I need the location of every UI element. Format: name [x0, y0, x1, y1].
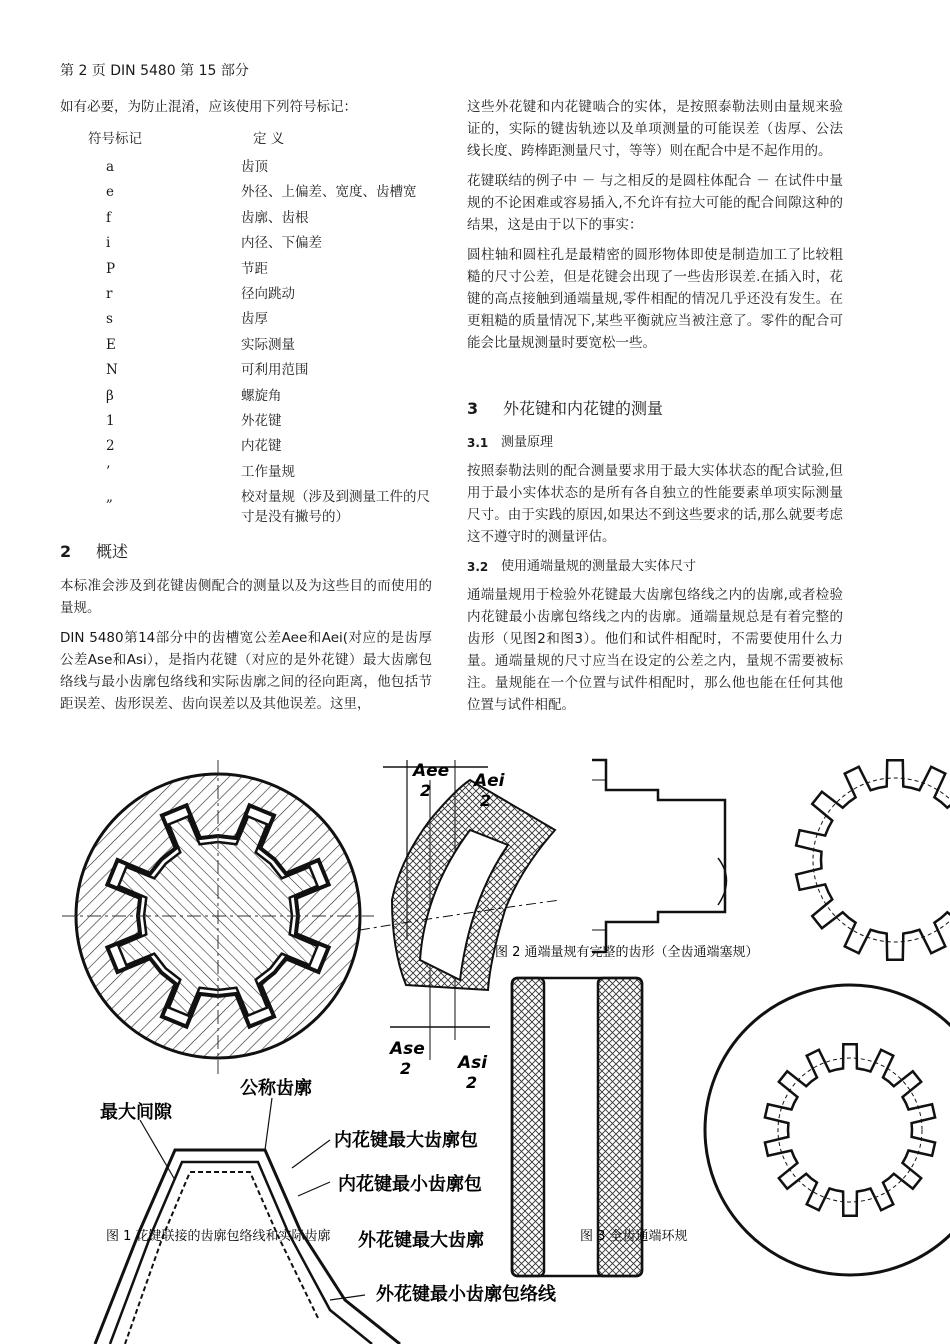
spline-section-drawing — [62, 760, 374, 1074]
symbol-row — [60, 232, 432, 257]
symbol: a — [106, 159, 115, 175]
figure-2-caption: 图 2 通端量规有完整的齿形（全齿通端塞规） — [495, 945, 759, 960]
ase-label: Ase — [390, 1039, 425, 1059]
symbol-row — [60, 410, 432, 435]
external-max-envelope-label: 外花键最大齿廓 — [358, 1230, 484, 1251]
section-number: 3 — [467, 399, 479, 418]
definition-header: 定 义 — [253, 131, 285, 147]
symbol: P — [106, 260, 116, 277]
definition: 可利用范围 — [241, 362, 309, 379]
symbol-row — [60, 308, 432, 333]
section-number: 2 — [60, 542, 72, 562]
paragraph-taylor: 这些外花键和内花键啮合的实体，是按照泰勒法则由量规来验证的，实际的键齿轨迹以及单项测量的可能误差（齿厚、公法线长度、跨棒距测量尺寸，等等）则在配合中是不起作用的。 — [467, 99, 843, 159]
section-3-1-paragraph: 按照泰勒法则的配合测量要求用于最大实体状态的配合试验,但用于最小实体状态的是所有各自独立的性能要素单项实际测量尺寸。由于实践的原因,如果达不到这些要求的话,那么就要考虑这不遵守时的测量评估。 — [467, 463, 843, 545]
right-column — [467, 96, 843, 724]
ase-denominator: 2 — [400, 1059, 412, 1078]
section-3-1-heading — [467, 432, 843, 454]
section-3-heading — [467, 398, 843, 420]
max-clearance-label: 最大间隙 — [100, 1102, 172, 1123]
symbol-row — [60, 385, 432, 410]
definition: 校对量规（涉及到测量工件的尺寸是没有撇号的） — [241, 489, 430, 526]
definition: 外径、上偏差、宽度、齿槽宽 — [241, 184, 417, 201]
symbol-header: 符号标记 — [88, 131, 142, 147]
section-2-paragraph-1: 本标准会涉及到花键齿侧配合的测量以及为这些目的而使用的量规。 — [60, 578, 432, 617]
figure-3-caption: 图 3 全齿通端环规 — [580, 1229, 688, 1244]
subsection-number: 3.1 — [467, 436, 489, 450]
definition: 齿厚 — [241, 311, 268, 328]
symbol-row — [60, 486, 432, 527]
symbol: N — [106, 362, 118, 379]
definition: 外花键 — [241, 412, 282, 429]
page-header: 第 2 页 DIN 5480 第 15 部分 — [60, 63, 249, 79]
symbol-row — [60, 156, 432, 181]
external-min-envelope-label: 外花键最小齿廓包络线 — [376, 1284, 556, 1305]
definition: 内径、下偏差 — [241, 235, 322, 252]
symbol-row — [60, 283, 432, 308]
symbol: 1 — [106, 412, 115, 429]
asi-label: Asi — [458, 1053, 488, 1073]
section-2-paragraph-2: DIN 5480第14部分中的齿槽宽公差Aee和Aei(对应的是齿厚公差Ase和Asi），是指内花键（对应的是外花键）最大齿廓包络线与最小齿廓包络线和实际齿廓之间的径向距离，他包括节距误差、齿形误差、齿向误差以及其他误差。这里， — [60, 630, 432, 713]
subsection-title: 测量原理 — [501, 435, 554, 450]
section-3-2-heading — [467, 556, 843, 578]
symbol: „ — [106, 489, 113, 506]
definition: 齿廓、齿根 — [241, 209, 309, 226]
symbol-row — [60, 359, 432, 384]
symbol-table-header — [88, 128, 432, 150]
symbol-row — [60, 461, 432, 486]
definition: 工作量规 — [241, 463, 295, 480]
profile-envelope-drawing — [95, 1077, 557, 1344]
symbol: ’ — [106, 463, 111, 480]
section-title: 概述 — [96, 542, 129, 562]
aei-label: Aei — [474, 771, 505, 791]
symbol-row — [60, 258, 432, 283]
definition: 齿顶 — [241, 159, 268, 175]
definition: 径向跳动 — [241, 285, 295, 302]
figures-area — [0, 740, 950, 1344]
paragraph-spline-example: 花键联结的例子中 － 与之相反的是圆柱体配合 － 在试件中量规的不论困难或容易插入,不允许有拉大可能的配合间隙这种的结果，这是由于以下的事实： — [467, 173, 843, 233]
symbol: 2 — [106, 438, 115, 455]
symbol: f — [106, 209, 111, 226]
definition: 内花键 — [241, 438, 282, 455]
symbol: β — [106, 387, 114, 404]
symbol-row — [60, 435, 432, 460]
symbol-row — [60, 207, 432, 232]
section-title: 外花键和内花键的测量 — [503, 399, 664, 418]
symbol: s — [106, 311, 113, 328]
plug-gauge-drawing — [592, 760, 950, 960]
subsection-number: 3.2 — [467, 560, 489, 574]
asi-denominator: 2 — [466, 1073, 478, 1092]
subsection-title: 使用通端量规的测量最大实体尺寸 — [501, 559, 697, 574]
nominal-profile-label: 公称齿廓 — [240, 1078, 312, 1099]
internal-max-envelope-label: 内花键最大齿廓包 — [334, 1130, 478, 1151]
section-3-2-paragraph: 通端量规用于检验外花键最大齿廓包络线之内的齿廓,或者检验内花键最小齿廓包络线之内的齿廓。通端量规总是有着完整的齿形（见图2和图3）。他们和试件相配时，不需要使用什么力量。通端量规的尺寸应当在设定的公差之内，量规不需要被标注。量规能在一个位置与试件相配时，那么他也能在任何其他位置与试件相配。 — [467, 587, 843, 713]
figure-1-caption: 图 1 花键联接的齿廓包络线和实际齿廓 — [106, 1229, 331, 1244]
left-column — [60, 96, 432, 723]
definition: 实际测量 — [241, 336, 295, 353]
aee-denominator: 2 — [420, 781, 432, 800]
aei-denominator: 2 — [480, 791, 492, 810]
paragraph-cylinder: 圆柱轴和圆柱孔是最精密的圆形物体即使是制造加工了比较粗糙的尺寸公差，但是花键会出现了一些齿形误差.在插入时，花键的高点接触到通端量规,零件相配的情况几乎还没有发生。在更粗糙的质量情况下,某些平衡就应当被注意了。零件的配合可能会比量规测量时要宽松一些。 — [467, 247, 843, 351]
ring-gauge-drawing — [512, 978, 950, 1276]
internal-min-envelope-label: 内花键最小齿廓包 — [338, 1174, 482, 1195]
symbols-intro: 如有必要，为防止混淆，应该使用下列符号标记： — [60, 99, 357, 115]
symbol-table — [60, 156, 432, 527]
section-2-heading — [60, 541, 432, 563]
definition: 螺旋角 — [241, 387, 282, 404]
symbol-row — [60, 334, 432, 359]
symbol-row — [60, 181, 432, 206]
symbol: i — [106, 235, 111, 252]
symbol: e — [106, 184, 114, 201]
aee-label: Aee — [413, 761, 450, 781]
definition: 节距 — [241, 260, 268, 277]
symbol: r — [106, 285, 113, 302]
symbol: E — [106, 336, 116, 353]
